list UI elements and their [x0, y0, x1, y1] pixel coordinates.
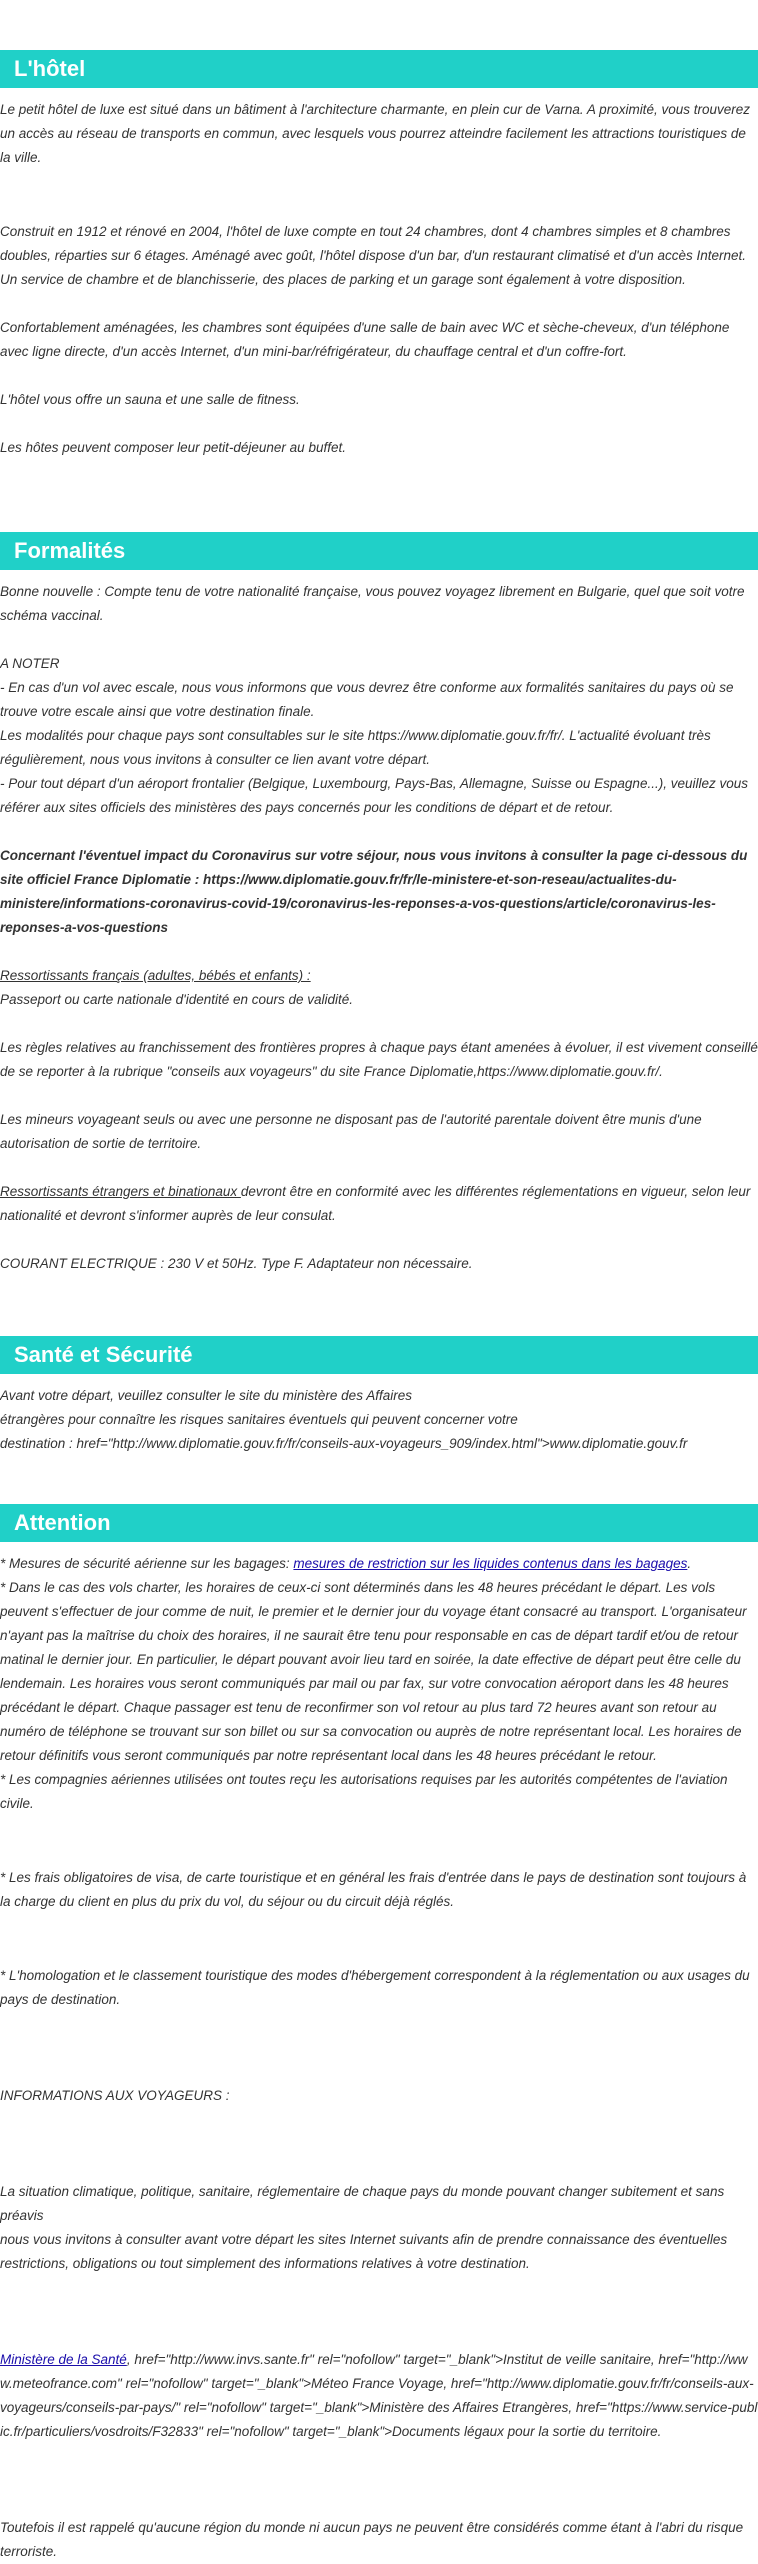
sante-line: destination : href="http://www.diplomatie.gouv.fr/fr/conseils-aux-voyageurs_909/index.html">www.diplomatie.gouv.fr	[0, 1436, 688, 1451]
hotel-paragraph: Le petit hôtel de luxe est situé dans un bâtiment à l'architecture charmante, en plein cur de Varna. A proximité, vous trouverez un accès au réseau de transports en commun, avec lesquels vous pourrez atteindre facilement les attractions touristiques de la ville.	[0, 102, 750, 165]
infos-voyageurs-heading: INFORMATIONS AUX VOYAGEURS :	[0, 2088, 230, 2103]
etrangers-text: devront être en conformité avec les différentes réglementations en vigueur, selon leur nationalité et devront s'informer auprès de leur consulat.	[0, 1184, 751, 1223]
situation-text: nous vous invitons à consulter avant votre départ les sites Internet suivants afin de prendre connaissance des éventuelles restrictions, obligations ou tout simplement des informations relatives à votre destination.	[0, 2232, 728, 2271]
regles-frontieres: Les règles relatives au franchissement des frontières propres à chaque pays étant amenées à évoluer, il est vivement conseillé de se reporter à la rubrique "conseils aux voyageurs" du site France Diplomatie,https://www.diplomatie.gouv.fr/.	[0, 1040, 758, 1079]
hotel-paragraph: Confortablement aménagées, les chambres sont équipées d'une salle de bain avec WC et sèche-cheveux, d'un téléphone avec ligne directe, d'un accès Internet, d'un mini-bar/réfrigérateur, du chauffage central et d'un coffre-fort.	[0, 320, 730, 359]
hotel-paragraph: Les hôtes peuvent composer leur petit-déjeuner au buffet.	[0, 440, 346, 455]
liquides-restriction-link[interactable]: mesures de restriction sur les liquides contenus dans les bagages	[293, 1556, 688, 1571]
hotel-paragraph: L'hôtel vous offre un sauna et une salle de fitness.	[0, 392, 300, 407]
formalites-section	[0, 532, 758, 1276]
frais-notice: * Les frais obligatoires de visa, de carte touristique et en général les frais d'entrée dans le pays de destination sont toujours à la charge du client en plus du prix du vol, du séjour ou du circuit déjà réglés.	[0, 1870, 747, 1909]
situation-text: La situation climatique, politique, sanitaire, réglementaire de chaque pays du monde pouvant changer subitement et sans préavis	[0, 2184, 725, 2223]
etrangers-label: Ressortissants étrangers et binationaux	[0, 1184, 241, 1199]
hotel-title: L'hôtel	[0, 50, 758, 88]
mineurs-notice: Les mineurs voyageant seuls ou avec une personne ne disposant pas de l'autorité parentale doivent être munis d'une autorisation de sortie de territoire.	[0, 1112, 702, 1151]
ressortissants-fr-text: Passeport ou carte nationale d'identité en cours de validité.	[0, 992, 354, 1007]
sante-section	[0, 1336, 758, 1456]
ministere-sante-link[interactable]: Ministère de la Santé	[0, 2352, 127, 2367]
note-item: Les modalités pour chaque pays sont consultables sur le site https://www.diplomatie.gouv.fr/fr/. L'actualité évoluant très régulièrement, nous vous invitons à consulter ce lien avant votre départ.	[0, 728, 711, 767]
bagages-notice	[0, 1552, 758, 1576]
attention-section	[0, 1504, 758, 2564]
etrangers-notice	[0, 1180, 758, 1228]
compagnies-notice: * Les compagnies aériennes utilisées ont toutes reçu les autorisations requises par les autorités compétentes de l'aviation civile.	[0, 1772, 728, 1811]
note-heading: A NOTER	[0, 656, 60, 671]
ressortissants-fr-label: Ressortissants français (adultes, bébés et enfants) :	[0, 968, 311, 983]
homologation-notice: * L'homologation et le classement touristique des modes d'hébergement correspondent à la réglementation ou aux usages du pays de destination.	[0, 1968, 750, 2007]
courant-electrique: COURANT ELECTRIQUE : 230 V et 50Hz. Type F. Adaptateur non nécessaire.	[0, 1256, 473, 1271]
note-item: - Pour tout départ d'un aéroport frontalier (Belgique, Luxembourg, Pays-Bas, Allemagne, Suisse ou Espagne...), veuillez vous référer aux sites officiels des ministères des pays concernés pour les conditions de départ et de retour.	[0, 776, 748, 815]
hotel-section	[0, 50, 758, 460]
bagages-prefix: * Mesures de sécurité aérienne sur les bagages:	[0, 1556, 294, 1571]
attention-title: Attention	[0, 1504, 758, 1542]
note-item: - En cas d'un vol avec escale, nous vous informons que vous devrez être conforme aux formalités sanitaires du pays où se trouve votre escale ainsi que votre destination finale.	[0, 680, 734, 719]
charter-notice: * Dans le cas des vols charter, les horaires de ceux-ci sont déterminés dans les 48 heures précédant le départ. Les vols peuvent s'effectuer de jour comme de nuit, le premier et le dernier jour du voyage étant consacré au transport. L'organisateur n'ayant pas la maîtrise du choix des horaires, il ne saurait être tenu pour responsable en cas de départ tardif et/ou de retour matinal le dernier jour. En particulier, le départ pouvant avoir lieu tard en soirée, la date effective de départ peut être celle du lendemain. Les horaires vous seront communiqués par mail ou par fax, sur votre convocation aéroport dans les 48 heures précédant le départ. Chaque passager est tenu de reconfirmer son vol retour au plus tard 72 heures avant son retour au numéro de téléphone se trouvant sur son billet ou sur sa convocation ou auprès de notre représentant local. Les horaires de retour définitifs vous seront communiqués par notre représentant local dans les 48 heures précédant le retour.	[0, 1580, 747, 1763]
links-text: , href="http://www.invs.sante.fr" rel="nofollow" target="_blank">Institut de veille sanitaire, href="http://www.meteofrance.com" rel="nofollow" target="_blank">Méteo France Voyage, href="http://www.diplomatie.gouv.fr/fr/conseils-aux-voyageurs/conseils-par-pays/" rel="nofollow" target="_blank">Ministère des Affaires Etrangères, href="https://www.service-public.fr/particuliers/vosdroits/F32833" rel="nofollow" target="_blank">Documents légaux pour la sortie du territoire.	[0, 2352, 758, 2439]
bagages-suffix: .	[687, 1556, 692, 1571]
sante-title: Santé et Sécurité	[0, 1336, 758, 1374]
useful-links	[0, 2348, 758, 2444]
terrorisme-notice: Toutefois il est rappelé qu'aucune région du monde ni aucun pays ne peuvent être considérés comme étant à l'abri du risque terroriste.	[0, 2520, 744, 2559]
covid-notice: Concernant l'éventuel impact du Coronavirus sur votre séjour, nous vous invitons à consulter la page ci-dessous du site officiel France Diplomatie : https://www.diplomatie.gouv.fr/fr/le-ministere-et-son-reseau/actualites-du-ministere/informations-coronavirus-covid-19/coronavirus-les-reponses-a-vos-questions/article/coronavirus-les-reponses-a-vos-questions	[0, 848, 748, 935]
sante-line: étrangères pour connaître les risques sanitaires éventuels qui peuvent concerner votre	[0, 1412, 518, 1427]
formalites-intro: Bonne nouvelle : Compte tenu de votre nationalité française, vous pouvez voyagez librement en Bulgarie, quel que soit votre schéma vaccinal.	[0, 584, 745, 623]
sante-line: Avant votre départ, veuillez consulter le site du ministère des Affaires	[0, 1388, 412, 1403]
hotel-paragraph: Construit en 1912 et rénové en 2004, l'hôtel de luxe compte en tout 24 chambres, dont 4 chambres simples et 8 chambres doubles, réparties sur 6 étages. Aménagé avec goût, l'hôtel dispose d'un bar, d'un restaurant climatisé et d'un accès Internet. Un service de chambre et de blanchisserie, des places de parking et un garage sont également à votre disposition.	[0, 224, 747, 287]
formalites-title: Formalités	[0, 532, 758, 570]
